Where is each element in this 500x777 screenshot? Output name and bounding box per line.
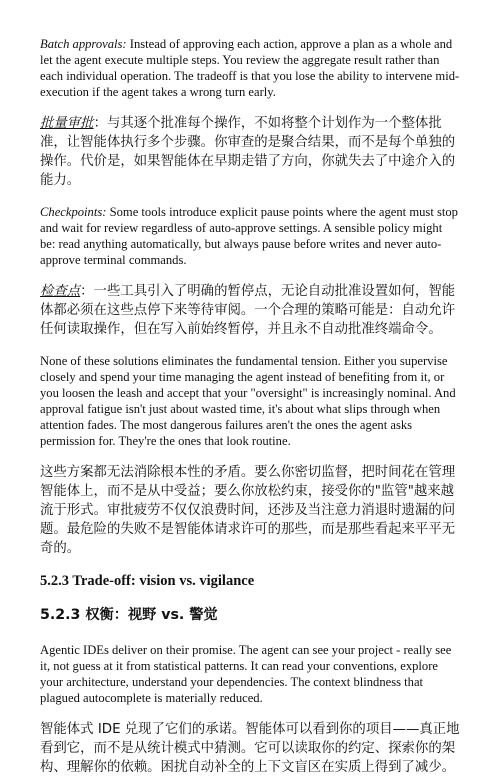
batch-approvals-text-en: Instead of approving each action, approve a plan as a whole and let the agent execute multiple steps. You review the aggregate result rather than each individual operation. The tradeoff is that you lose the ability to intervene mid-execution if the agent takes a wrong turn early. [40,37,460,99]
checkpoints-paragraph-en [40,204,460,268]
checkpoints-text-en: Some tools introduce explicit pause points where the agent must stop and wait for review regardless of auto-approve settings. A sensible policy might be: read anything automatically, but always pause before writes and never auto-approve terminal commands. [40,205,458,267]
batch-approvals-text-zh: ：与其逐个批准每个操作，不如将整个计划作为一个整体批准，让智能体执行多个步骤。你审查的是聚合结果，而不是每个单独的操作。代价是，如果智能体在早期走错了方向，你就失去了中途介入的能力。 [40,116,456,188]
tension-paragraph-en: None of these solutions eliminates the fundamental tension. Either you supervise closely and spend your time managing the agent instead of benefiting from it, or you loosen the leash and accept that your "oversight" is increasingly nominal. And approval fatigue isn't just about wasted time, it's about what slips through when attention fades. The most dangerous failures aren't the ones the agent asks permission for. They're the ones that look routine. [40,354,456,448]
agentic-ides-paragraph-zh: 智能体式 IDE 兑现了它们的承诺。智能体可以看到你的项目——真正地看到它，而不是从统计模式中猜测。它可以读取你的约定、探索你的架构、理解你的依赖。困扰自动补全的上下文盲区在实质上得到了减少。 [40,722,460,775]
batch-approvals-paragraph-en [40,36,460,100]
section-heading-en: 5.2.3 Trade-off: vision vs. vigilance [40,573,255,589]
section-heading-zh: 5.2.3 权衡：视野 vs. 警觉 [40,607,218,623]
batch-approvals-term-en: Batch approvals: [40,37,127,51]
batch-approvals-term-zh: 批量审批 [40,116,94,131]
batch-approvals-paragraph-zh [40,114,460,190]
checkpoints-paragraph-zh [40,282,460,339]
agentic-ides-paragraph-en: Agentic IDEs deliver on their promise. The agent can see your project - really see it, not guess at it from statistical patterns. It can read your conventions, explore your architecture, understand your dependencies. The context blindness that plagued autocomplete is materially reduced. [40,643,452,705]
checkpoints-term-zh: 检查点 [40,284,81,299]
tension-paragraph-zh: 这些方案都无法消除根本性的矛盾。要么你密切监督，把时间花在管理智能体上，而不是从中受益；要么你放松约束，接受你的"监管"越来越流于形式。审批疲劳不仅仅浪费时间，还涉及当注意力消退时遗漏的问题。最危险的失败不是智能体请求许可的那些，而是那些看起来平平无奇的。 [40,465,456,556]
checkpoints-term-en: Checkpoints: [40,205,107,219]
checkpoints-text-zh: ：一些工具引入了明确的暂停点，无论自动批准设置如何，智能体都必须在这些点停下来等待审阅。一个合理的策略可能是：自动允许任何读取操作，但在写入前始终暂停，并且永不自动批准终端命令。 [40,284,456,337]
